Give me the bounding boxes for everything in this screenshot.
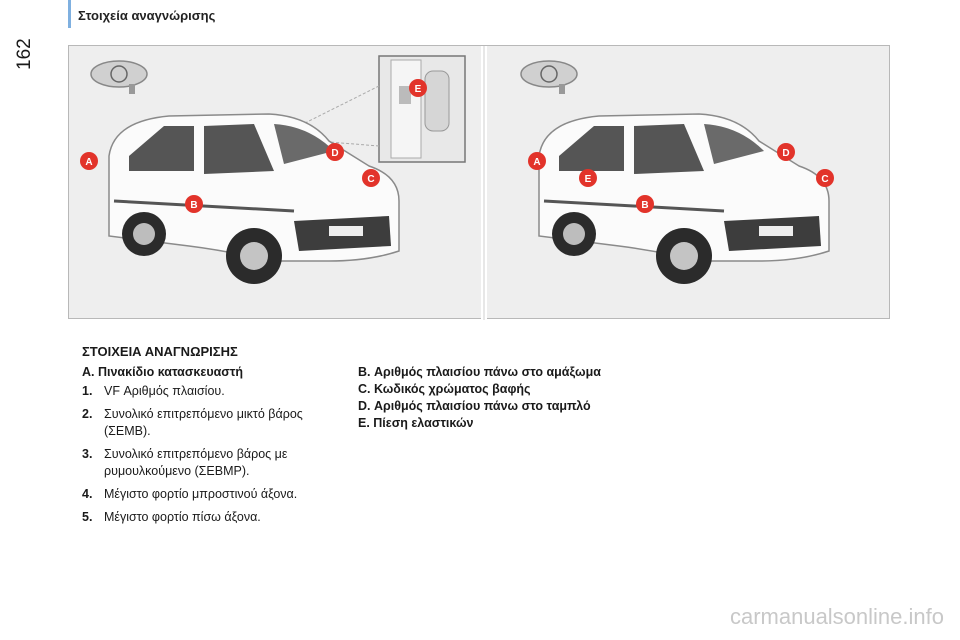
page-number: 162	[14, 38, 35, 70]
svg-text:D: D	[782, 148, 790, 159]
svg-text:B: B	[190, 200, 198, 211]
marker-e-right	[579, 169, 597, 187]
marker-a-right	[528, 152, 546, 170]
marker-b-left	[185, 195, 203, 213]
marker-a-left	[80, 152, 98, 170]
left-column	[82, 364, 332, 526]
marker-c-right	[816, 169, 834, 187]
van-left	[109, 114, 399, 284]
list-item	[82, 406, 332, 440]
list-item	[82, 383, 332, 400]
list-text: Μέγιστο φορτίο πίσω άξονα.	[104, 510, 261, 524]
svg-text:A: A	[85, 157, 93, 168]
list-text: Συνολικό επιτρεπόμενο μικτό βάρος (ΣΕΜΒ).	[104, 407, 303, 438]
section-accent-bar	[68, 0, 71, 28]
van-right	[539, 114, 829, 284]
vehicle-identification-figure	[68, 45, 890, 319]
rearview-mirror-icon-right	[521, 61, 577, 94]
watermark: carmanualsonline.info	[729, 604, 944, 629]
item-a-title: A. Πινακίδιο κατασκευαστή	[82, 365, 244, 379]
svg-text:C: C	[367, 174, 375, 185]
vehicle-illustration	[69, 46, 891, 320]
list-text: Συνολικό επιτρεπόμενο βάρος με ρυμουλκούμενο (ΣΕΒΜΡ).	[104, 447, 288, 478]
svg-text:C: C	[821, 174, 829, 185]
item-c: C. Κωδικός χρώματος βαφής	[358, 382, 531, 396]
list-number: 1.	[82, 384, 93, 398]
marker-e-left	[409, 79, 427, 97]
rearview-mirror-icon	[91, 61, 147, 94]
list-text: VF Αριθμός πλαισίου.	[104, 384, 225, 398]
list-item	[82, 446, 332, 480]
svg-text:E: E	[414, 84, 422, 95]
svg-text:D: D	[331, 148, 339, 159]
svg-text:B: B	[641, 200, 649, 211]
list-item	[82, 486, 332, 503]
svg-text:A: A	[533, 157, 541, 168]
item-b: B. Αριθμός πλαισίου πάνω στο αμάξωμα	[358, 365, 601, 379]
list-text: Μέγιστο φορτίο μπροστινού άξονα.	[104, 487, 298, 501]
section-title: Στοιχεία αναγνώρισης	[78, 8, 216, 23]
list-item	[82, 509, 332, 526]
list-number: 4.	[82, 487, 93, 501]
list-number: 5.	[82, 510, 93, 524]
list-number: 2.	[82, 407, 93, 421]
marker-d-left	[326, 143, 344, 161]
marker-b-right	[636, 195, 654, 213]
marker-c-left	[362, 169, 380, 187]
list-number: 3.	[82, 447, 93, 461]
marker-d-right	[777, 143, 795, 161]
item-d: D. Αριθμός πλαισίου πάνω στο ταμπλό	[358, 399, 591, 413]
item-e: E. Πίεση ελαστικών	[358, 416, 474, 430]
right-column	[358, 364, 678, 432]
door-inset	[379, 56, 465, 162]
svg-text:E: E	[584, 174, 592, 185]
identification-heading: ΣΤΟΙΧΕΙΑ ΑΝΑΓΝΩΡΙΣΗΣ	[82, 344, 238, 359]
